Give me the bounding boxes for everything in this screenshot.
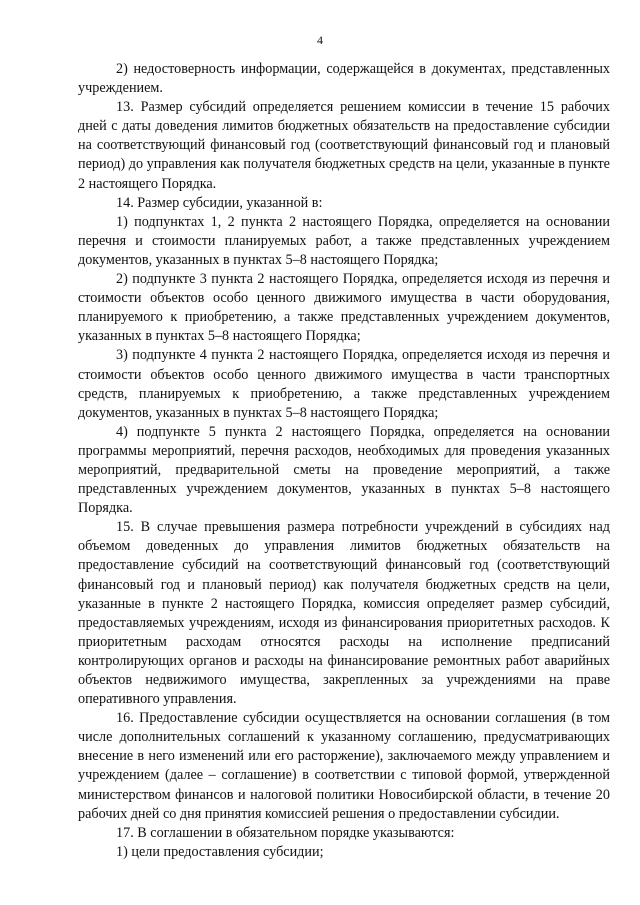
paragraph-17-item-1: 1) цели предоставления субсидии; (116, 843, 324, 860)
paragraph-13: 13. Размер субсидий определяется решением комиссии в течение 15 рабочих дней с даты доведения лимитов бюджетных обязательств на предоставление субсидии на соответствующий финансовый год (соответствующий финансовый год и плановый период) до управления как получателя бюджетных средств на цели, указанные в пункте 2 настоящего Порядка. (78, 99, 610, 192)
paragraph-17: 17. В соглашении в обязательном порядке указываются: (116, 824, 455, 841)
paragraph-15: 15. В случае превышения размера потребности учреждений в субсидиях над объемом доведенных до управления лимитов бюджетных обязательств на предоставление субсидий на соответствующий финансовый год (соответствующий финансовый год и плановый период) как получателя бюджетных средств на цели, указанные в пункте 2 настоящего Порядка, комиссия определяет размер субсидий, предоставляемых учреждениям, исходя из финансирования приоритетных расходов. К приоритетным расходам относятся расходы на исполнение предписаний контролирующих органов и расходы на финансирование ремонтных работ аварийных объектов недвижимого имущества, закрепленных за учреждениями на праве оперативного управления. (78, 519, 610, 708)
paragraph-14-item-3: 3) подпункте 4 пункта 2 настоящего Порядка, определяется исходя из перечня и стоимости объектов особо ценного движимого имущества в части транспортных средств, планируемых к приобретению, а также представленных учреждением документов, указанных в пунктах 5–8 настоящего Порядка; (78, 347, 610, 421)
paragraph-14: 14. Размер субсидии, указанной в: (116, 194, 323, 211)
document-body (78, 60, 610, 862)
paragraph-16: 16. Предоставление субсидии осуществляется на основании соглашения (в том числе дополнительных соглашений к указанному соглашению, предусматривающих внесение в него изменений или его расторжение), заключаемого между управлением и учреждением (далее – соглашение) в соответствии с типовой формой, утвержденной министерством финансов и налоговой политики Новосибирской области, в течение 20 рабочих дней со дня принятия комиссией решения о предоставлении субсидии. (78, 710, 610, 822)
paragraph-item-12-2: 2) недостоверность информации, содержащейся в документах, представленных учреждением. (78, 61, 610, 97)
paragraph-14-item-2: 2) подпункте 3 пункта 2 настоящего Порядка, определяется исходя из перечня и стоимости объектов особо ценного движимого имущества в части оборудования, планируемого к приобретению, а также представленных учреждением документов, указанных в пунктах 5–8 настоящего Порядка; (78, 271, 610, 345)
paragraph-14-item-4: 4) подпункте 5 пункта 2 настоящего Порядка, определяется на основании программы мероприятий, перечня расходов, необходимых для проведения указанных мероприятий, предварительной сметы на проведение мероприятий, а также представленных учреждением документов, указанных в пунктах 5–8 настоящего Порядка. (78, 423, 610, 517)
page-number: 4 (317, 33, 323, 47)
paragraph-14-item-1: 1) подпунктах 1, 2 пункта 2 настоящего Порядка, определяется на основании перечня и стоимости планируемых работ, а также представленных учреждением документов, указанных в пунктах 5–8 настоящего Порядка; (78, 213, 610, 268)
